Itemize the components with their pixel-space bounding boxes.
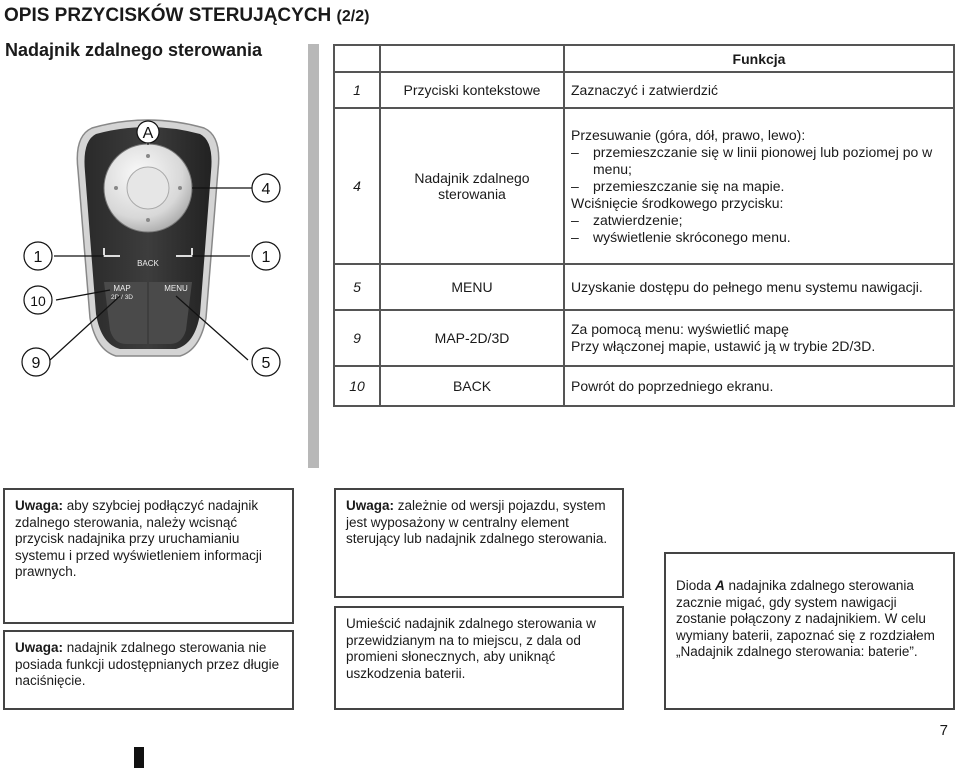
- nav-pad-center: [127, 167, 169, 209]
- desc-line: Przy włączonej mapie, ustawić ją w trybie 2D/3D.: [571, 338, 876, 354]
- row-desc: [564, 310, 954, 366]
- row-num: 9: [334, 310, 380, 366]
- row-desc: Uzyskanie dostępu do pełnego menu systemu nawigacji.: [564, 264, 954, 310]
- note-label: Uwaga:: [15, 640, 64, 655]
- page-title-text: OPIS PRZYCISKÓW STERUJĄCYCH: [4, 5, 332, 26]
- note-box: [334, 606, 624, 710]
- desc-item: – wyświetlenie skróconego menu.: [571, 229, 947, 246]
- desc-item: – przemieszczanie się na mapie.: [571, 178, 947, 195]
- row-desc: [564, 108, 954, 264]
- row-num: 10: [334, 366, 380, 406]
- note-label: Uwaga:: [15, 498, 64, 513]
- row-desc: Powrót do poprzedniego ekranu.: [564, 366, 954, 406]
- section-title: Nadajnik zdalnego sterowania: [5, 40, 263, 60]
- page-title: [4, 5, 369, 27]
- callout-1-right-text: 1: [261, 249, 271, 266]
- row-name: MENU: [380, 264, 564, 310]
- callout-a-text: A: [142, 125, 154, 142]
- table-row: [334, 366, 954, 406]
- note-text: nadajnik zdalnego sterowania nie posiada funkcji udostępnianych przez długie naciśnięcie.: [15, 640, 280, 688]
- desc-intro: Wciśnięcie środkowego przycisku:: [571, 194, 784, 211]
- table-row: [334, 72, 954, 108]
- row-num: 5: [334, 264, 380, 310]
- corner-marker: [134, 747, 144, 768]
- note-box: [334, 488, 624, 598]
- row-name: Nadajnik zdalnego sterowania: [380, 108, 564, 264]
- table-row: [334, 108, 954, 264]
- note-box: [664, 552, 955, 710]
- callout-4-text: 4: [261, 181, 271, 198]
- note-text: Umieścić nadajnik zdalnego sterowania w przewidzianym na to miejscu, z dala od promieni słonecznych, aby uniknąć uszkodzenia baterii.: [346, 616, 596, 681]
- note-label: Uwaga:: [346, 498, 395, 513]
- table-header-row: [334, 45, 954, 72]
- callout-5-text: 5: [261, 355, 271, 372]
- note-column-left: [3, 488, 294, 710]
- page-title-suffix: (2/2): [336, 8, 370, 25]
- desc-line: Za pomocą menu: wyświetlić mapę: [571, 321, 789, 337]
- remote-control-diagram: [0, 100, 308, 400]
- note-text: aby szybciej podłączyć nadajnik zdalnego sterowania, należy wcisnąć przycisk nadajnika przy uruchamianiu systemu i przed wyświetleniem informacji prawnych.: [15, 498, 262, 579]
- note-box: [3, 488, 294, 624]
- btn-map-label: MAP: [113, 284, 131, 293]
- header-function: Funkcja: [564, 45, 954, 72]
- note-text: zależnie od wersji pojazdu, system jest wyposażony w centralny element sterujący lub nadajnik zdalnego sterowania.: [346, 498, 608, 546]
- note-text: nadajnika zdalnego sterowania zacznie migać, gdy system nawigacji zostanie połączony z nadajnikiem. W celu wymiany baterii, zapoznać się z rozdziałem „Nadajnik zdalnego sterowania: baterie”.: [676, 578, 935, 659]
- note-box: [3, 630, 294, 710]
- row-name: MAP-2D/3D: [380, 310, 564, 366]
- btn-menu-label: MENU: [164, 284, 188, 293]
- row-name: BACK: [380, 366, 564, 406]
- note-text-pre: Dioda: [676, 578, 716, 593]
- row-num: 4: [334, 108, 380, 264]
- desc-intro: Przesuwanie (góra, dół, prawo, lewo):: [571, 126, 806, 143]
- led-a-ref: A: [715, 578, 725, 593]
- desc-item: – zatwierdzenie;: [571, 212, 947, 229]
- row-name: Przyciski kontekstowe: [380, 72, 564, 108]
- callout-10-text: 10: [30, 293, 46, 309]
- table-row: [334, 310, 954, 366]
- page-number: 7: [939, 722, 948, 739]
- row-desc: Zaznaczyć i zatwierdzić: [564, 72, 954, 108]
- btn-map-sub-label: 2D / 3D: [110, 294, 134, 301]
- btn-back-label: BACK: [137, 259, 159, 268]
- desc-item: – przemieszczanie się w linii pionowej lub poziomej po w menu;: [571, 144, 947, 178]
- callout-1-left-text: 1: [33, 249, 43, 266]
- vertical-divider: [308, 44, 319, 468]
- table-row: [334, 264, 954, 310]
- row-num: 1: [334, 72, 380, 108]
- callout-9-text: 9: [31, 355, 41, 372]
- function-table: [333, 44, 955, 407]
